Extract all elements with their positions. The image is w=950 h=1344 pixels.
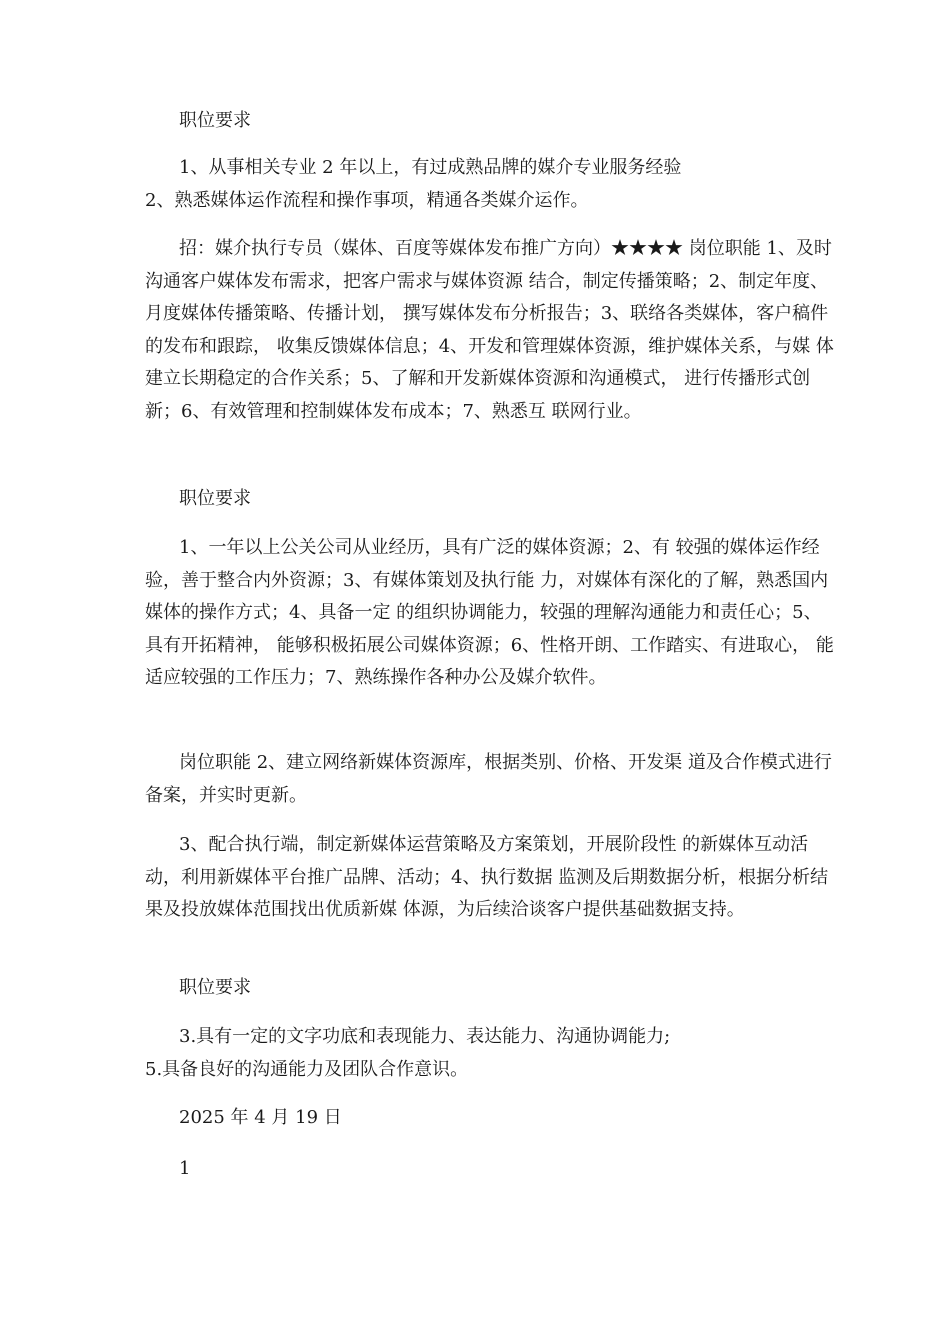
heading-job-requirements-2: 职位要求 — [179, 488, 251, 509]
requirements-block-1 — [145, 152, 835, 217]
duty-paragraph-3: 3、配合执行端，制定新媒体运营策略及方案策划，开展阶段性 的新媒体互动活动，利用新媒体平台推广品牌、活动；4、执行数据 监测及后期数据分析，根据分析结果及投放媒体范围找出优质新媒 体源，为后续洽谈客户提供基础数据支持。 — [145, 834, 829, 920]
requirement-line-3: 3.具有一定的文字功底和表现能力、表达能力、沟通协调能力; — [179, 1026, 671, 1047]
page-number: 1 — [179, 1158, 191, 1179]
requirement-line-5: 5.具备良好的沟通能力及团队合作意识。 — [145, 1058, 469, 1080]
document-date: 2025 年 4 月 19 日 — [179, 1107, 342, 1128]
requirements-block-3 — [145, 1021, 835, 1086]
duty-paragraph-2: 岗位职能 2、建立网络新媒体资源库，根据类别、价格、开发渠 道及合作模式进行备案，并实时更新。 — [145, 752, 832, 806]
requirements-paragraph-2: 1、一年以上公关公司从业经历，具有广泛的媒体资源；2、有 较强的媒体运作经验，善于整合内外资源；3、有媒体策划及执行能 力，对媒体有深化的了解，熟悉国内媒体的操作方式；4、具备一定 的组织协调能力，较强的理解沟通能力和责任心；5、具有开拓精神， 能够积极拓展公司媒体资源；6、性格开朗、工作踏实、有进取心， 能适应较强的工作压力；7、熟练操作各种办公及媒介软件。 — [145, 537, 834, 688]
heading-job-requirements-3: 职位要求 — [179, 977, 251, 998]
requirement-line-1: 1、从事相关专业 2 年以上，有过成熟品牌的媒介专业服务经验 — [179, 157, 682, 178]
job-description-paragraph: 招：媒介执行专员（媒体、百度等媒体发布推广方向）★★★★ 岗位职能 1、及时沟通客户媒体发布需求，把客户需求与媒体资源 结合，制定传播策略；2、制定年度、月度媒体传播策略、传播计划， 撰写媒体发布分析报告；3、联络各类媒体，客户稿件的发布和跟踪， 收集反馈媒体信息；4、开发和管理媒体资源，维护媒体关系，与媒 体建立长期稳定的合作关系；5、了解和开发新媒体资源和沟通模式， 进行传播形式创新；6、有效管理和控制媒体发布成本；7、熟悉互 联网行业。 — [145, 238, 834, 422]
requirement-line-2: 2、熟悉媒体运作流程和操作事项，精通各类媒介运作。 — [145, 189, 589, 211]
heading-job-requirements-1: 职位要求 — [179, 110, 251, 131]
